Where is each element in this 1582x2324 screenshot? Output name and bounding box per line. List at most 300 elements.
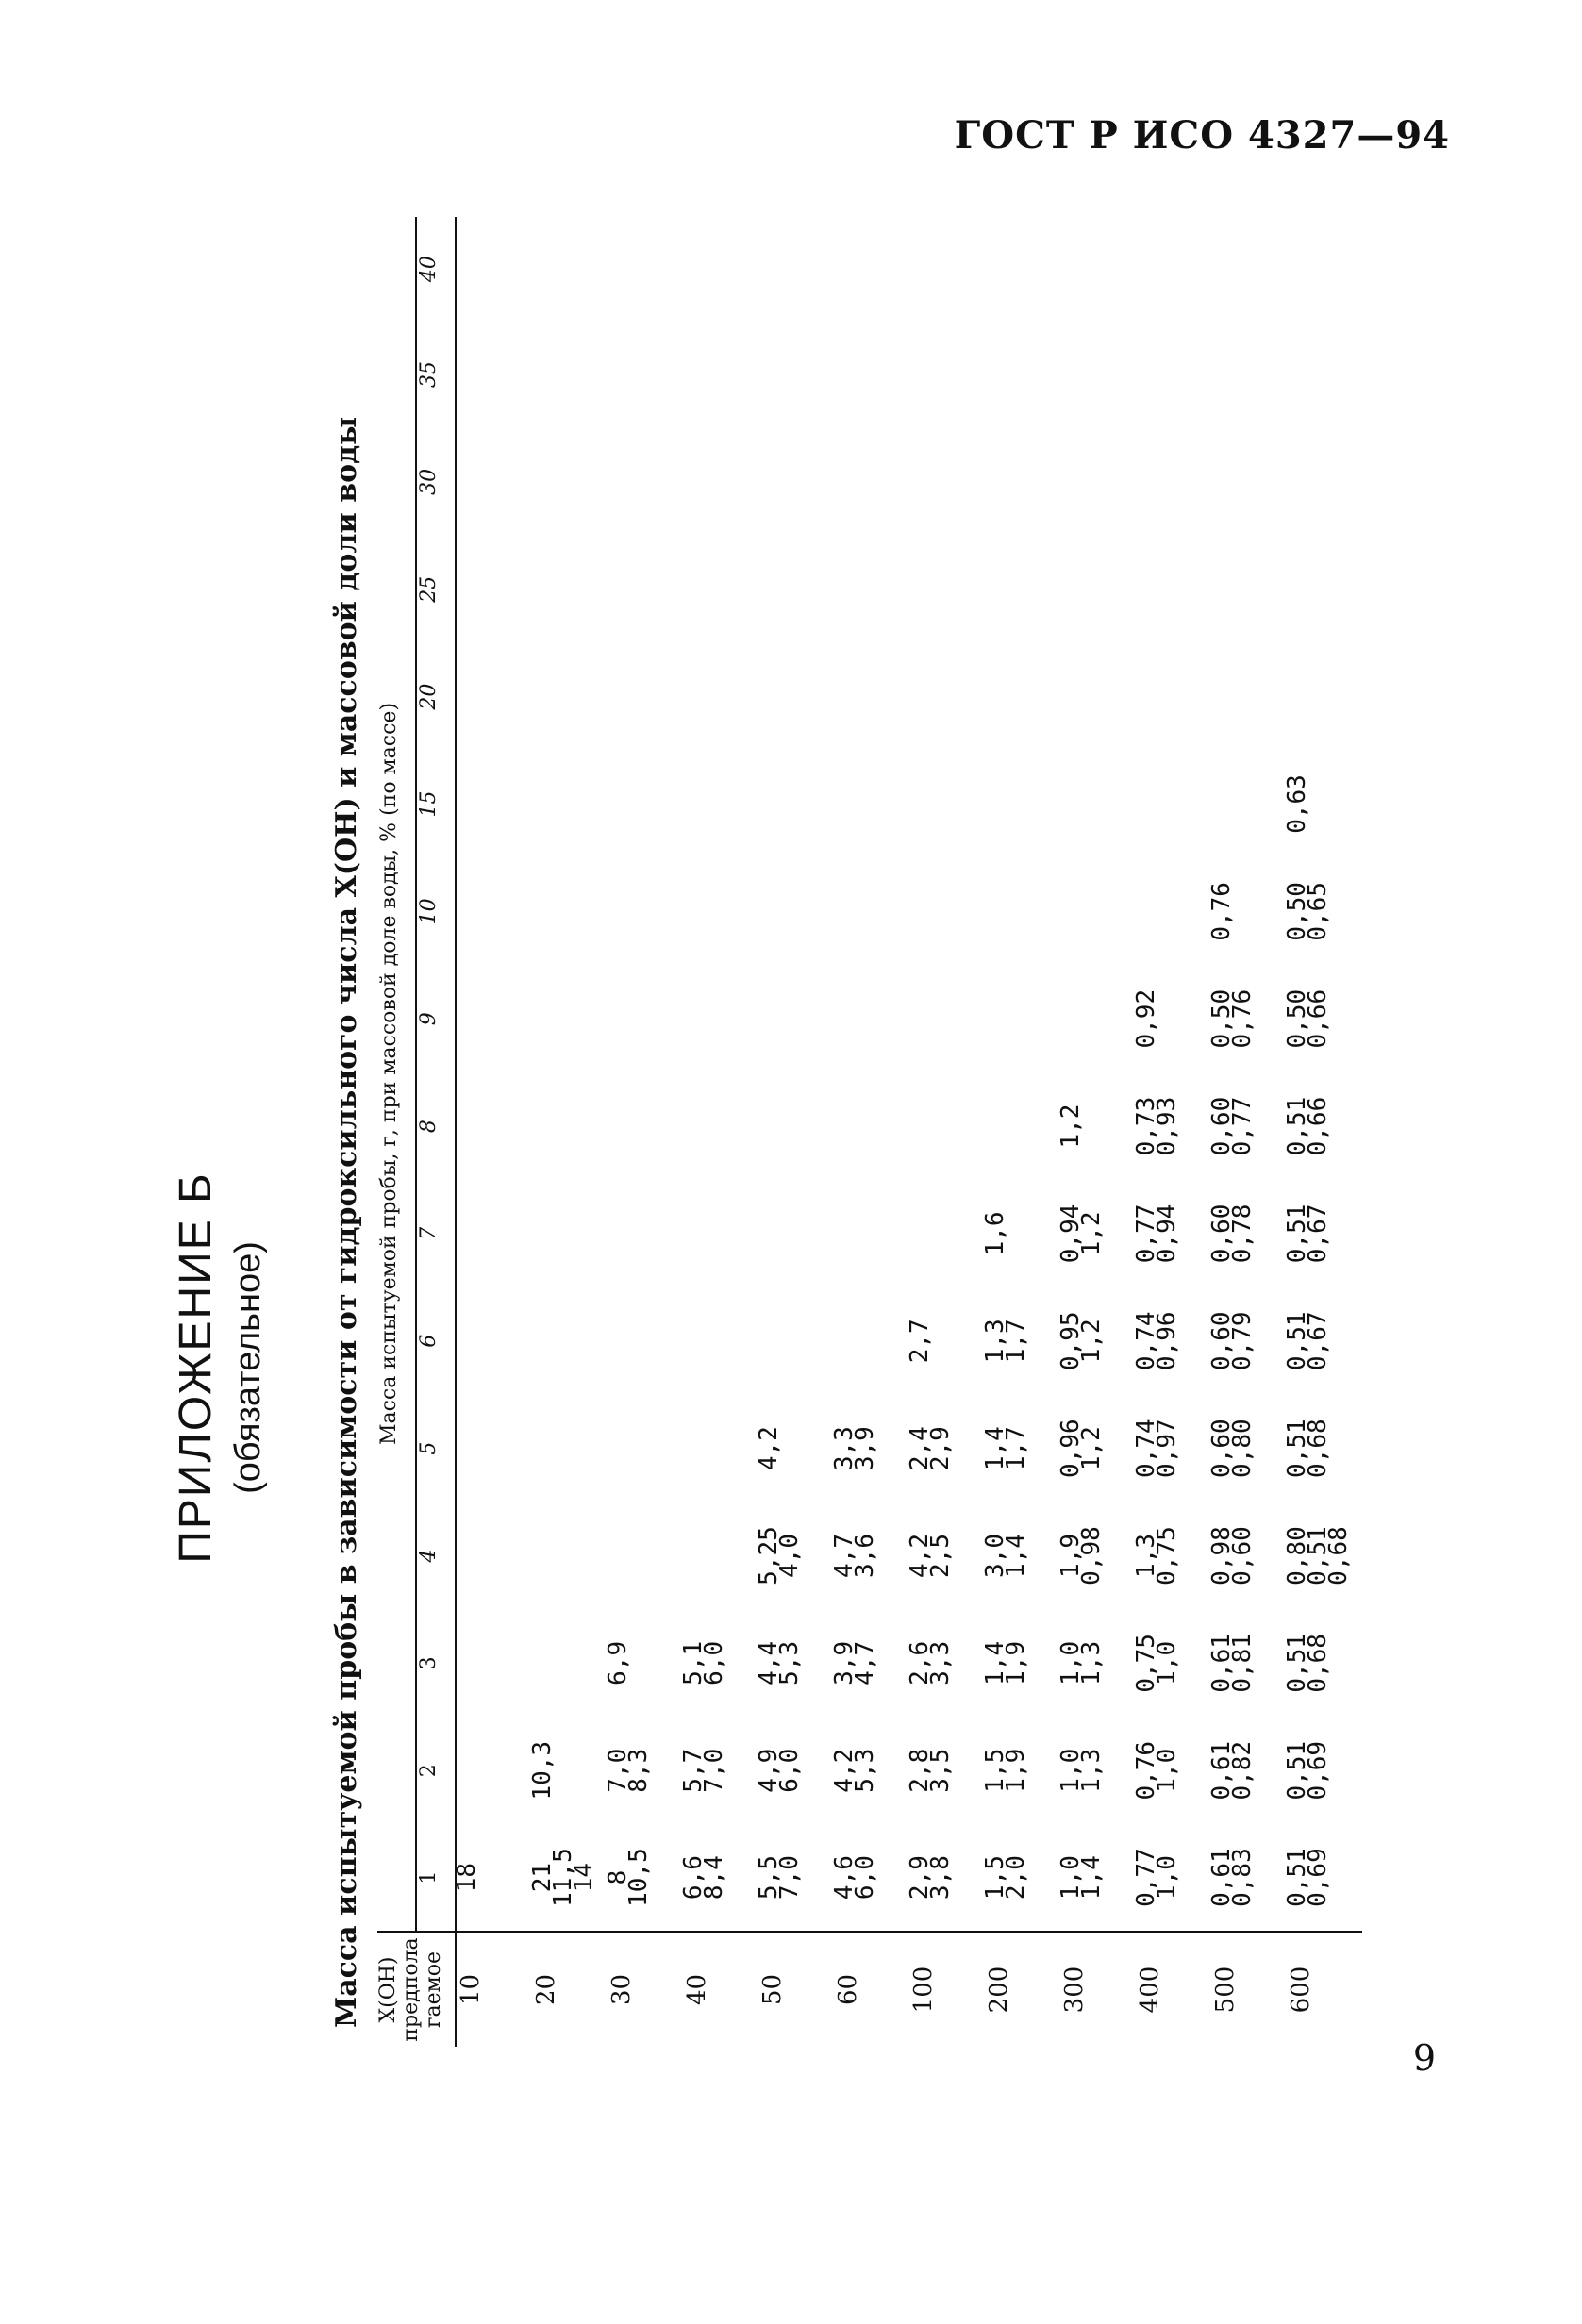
mass-cell — [608, 751, 683, 858]
mass-cell — [758, 321, 834, 428]
mass-cell — [456, 1287, 532, 1395]
mass-cell — [608, 217, 683, 321]
standard-designation: ГОСТ Р ИСО 4327—94 — [954, 113, 1450, 158]
mass-value: 8,4 — [700, 1855, 728, 1901]
mass-value: 0,51 — [1283, 1311, 1311, 1371]
mass-cell — [1283, 1180, 1362, 1287]
mass-cell — [1132, 1609, 1211, 1717]
mass-cell — [834, 751, 909, 858]
mass-cell — [532, 1502, 608, 1610]
mass-cell — [1283, 751, 1362, 858]
mass-value: 7,0 — [700, 1748, 728, 1793]
mass-cell — [456, 536, 532, 643]
mass-cell — [1060, 857, 1136, 965]
mass-cell — [830, 1717, 909, 1824]
mass-value: 0,60 — [1207, 1096, 1236, 1156]
mass-value: 0,68 — [1324, 1526, 1353, 1585]
table-row — [1060, 217, 1136, 2047]
mass-cell — [1207, 1395, 1287, 1502]
mass-value: 0,51 — [1283, 1419, 1311, 1478]
table-row — [1211, 217, 1287, 2047]
mass-value: 0,67 — [1304, 1311, 1332, 1371]
mass-value: 1,9 — [1002, 1748, 1030, 1793]
mass-cell — [1287, 428, 1362, 536]
water-fraction-col-header: 40 — [416, 217, 456, 321]
mass-value: 1,2 — [1077, 1211, 1106, 1256]
mass-cell — [1132, 1502, 1211, 1610]
mass-value: 0,68 — [1304, 1634, 1332, 1693]
mass-cell — [532, 321, 608, 428]
mass-cell — [683, 1287, 758, 1395]
table-row — [683, 217, 758, 2047]
water-fraction-col-header: 9 — [416, 965, 456, 1072]
mass-cell — [1207, 1717, 1287, 1824]
mass-cell — [985, 217, 1060, 321]
mass-cell — [1132, 1180, 1211, 1287]
table-row — [456, 217, 532, 2047]
mass-cell — [1060, 643, 1136, 751]
mass-value: 0,77 — [1132, 1204, 1160, 1264]
mass-value: 0,50 — [1283, 988, 1311, 1049]
mass-cell — [830, 1502, 909, 1610]
mass-value: 0,75 — [1153, 1526, 1181, 1585]
mass-cell — [608, 1072, 683, 1180]
table-row — [985, 217, 1060, 2047]
mass-cell — [830, 1824, 909, 1932]
mass-cell — [1132, 1395, 1211, 1502]
mass-cell — [1132, 965, 1211, 1072]
mass-cell — [532, 1395, 608, 1502]
mass-value: 0,60 — [1207, 1419, 1236, 1478]
mass-value: 0,60 — [1207, 1204, 1236, 1264]
mass-cell — [985, 751, 1060, 858]
mass-value: 0,79 — [1228, 1311, 1257, 1371]
mass-cell — [683, 1180, 758, 1287]
table-row — [532, 217, 608, 2047]
mass-cell — [608, 1287, 683, 1395]
mass-value: 2,5 — [926, 1534, 955, 1578]
mass-value: 0,98 — [1207, 1526, 1236, 1585]
mass-value: 0,93 — [1153, 1096, 1181, 1156]
mass-value: 0,78 — [1228, 1204, 1257, 1264]
mass-value: 4,7 — [851, 1640, 879, 1685]
mass-cell — [758, 217, 834, 321]
mass-cell — [532, 751, 608, 858]
mass-cell — [755, 1717, 834, 1824]
mass-cell — [834, 428, 909, 536]
mass-cell — [834, 321, 909, 428]
mass-cell — [755, 1609, 834, 1717]
mass-value: 3,3 — [830, 1426, 858, 1471]
mass-value: 0,83 — [1228, 1848, 1257, 1907]
mass-cell — [834, 643, 909, 751]
mass-cell — [755, 1824, 834, 1932]
mass-value: 0,77 — [1228, 1096, 1257, 1156]
mass-cell — [758, 536, 834, 643]
water-fraction-group-header: Масса испытуемой пробы, г, при массовой доле воды, % (по массе) — [377, 217, 416, 1932]
mass-value: 6,0 — [700, 1640, 728, 1685]
mass-value: 0,74 — [1132, 1419, 1160, 1478]
mass-value: 5,3 — [851, 1748, 879, 1793]
mass-cell — [981, 1395, 1060, 1502]
mass-cell — [528, 1824, 608, 1932]
xoh-value: 600 — [1287, 1932, 1362, 2047]
mass-cell — [909, 428, 985, 536]
mass-cell — [985, 965, 1060, 1072]
mass-cell — [1132, 1717, 1211, 1824]
mass-value: 1,4 — [981, 1640, 1009, 1685]
mass-cell — [906, 1824, 985, 1932]
xoh-value: 50 — [758, 1932, 834, 2047]
mass-cell — [1060, 965, 1136, 1072]
mass-cell — [834, 857, 909, 965]
mass-cell — [1287, 643, 1362, 751]
mass-value: 0,51 — [1304, 1526, 1332, 1585]
water-fraction-col-header: 10 — [416, 857, 456, 965]
mass-cell — [456, 1395, 532, 1502]
mass-value: 0,63 — [1283, 774, 1311, 834]
mass-value: 6,6 — [679, 1855, 708, 1901]
mass-cell — [830, 1395, 909, 1502]
mass-cell — [1287, 217, 1362, 321]
mass-cell — [830, 1609, 909, 1717]
mass-value: 14 — [570, 1862, 598, 1893]
mass-cell — [985, 428, 1060, 536]
mass-value: 0,61 — [1207, 1848, 1236, 1907]
mass-cell — [1283, 1717, 1362, 1824]
mass-cell — [456, 1502, 532, 1610]
mass-cell — [834, 536, 909, 643]
mass-cell — [532, 217, 608, 321]
mass-cell — [608, 428, 683, 536]
mass-value: 1,7 — [1002, 1426, 1030, 1471]
mass-value: 1,9 — [1057, 1534, 1085, 1578]
table-row — [1136, 217, 1211, 2047]
mass-value: 1,0 — [1057, 1640, 1085, 1685]
mass-cell — [1283, 965, 1362, 1072]
mass-cell — [532, 536, 608, 643]
mass-cell — [679, 1609, 758, 1717]
mass-value: 0,73 — [1132, 1096, 1160, 1156]
water-fraction-col-header: 1 — [416, 1824, 456, 1932]
page-number: 9 — [1412, 2037, 1436, 2079]
mass-cell — [456, 643, 532, 751]
mass-cell — [679, 1824, 758, 1932]
mass-cell — [683, 1072, 758, 1180]
mass-cell — [1207, 1180, 1287, 1287]
mass-value: 21 — [528, 1862, 557, 1893]
mass-value: 1,5 — [981, 1748, 1009, 1793]
mass-cell — [1060, 751, 1136, 858]
mass-cell — [981, 1502, 1060, 1610]
mass-cell — [985, 536, 1060, 643]
mass-cell — [909, 1180, 985, 1287]
mass-value: 0,74 — [1132, 1311, 1160, 1371]
mass-cell — [909, 965, 985, 1072]
mass-cell — [985, 321, 1060, 428]
mass-value: 3,3 — [926, 1640, 955, 1685]
mass-cell — [1283, 1072, 1362, 1180]
mass-value: 1,3 — [981, 1319, 1009, 1364]
mass-value: 1,0 — [1153, 1748, 1181, 1793]
mass-cell — [1136, 857, 1211, 965]
mass-cell — [1057, 1287, 1136, 1395]
mass-cell — [1057, 1502, 1136, 1610]
table-row — [608, 217, 683, 2047]
mass-cell — [1287, 536, 1362, 643]
table-row — [758, 217, 834, 2047]
xoh-value: 20 — [532, 1932, 608, 2047]
mass-cell — [906, 1717, 985, 1824]
mass-cell — [608, 536, 683, 643]
mass-value: 3,0 — [981, 1534, 1009, 1578]
mass-cell — [834, 1072, 909, 1180]
water-fraction-col-header: 4 — [416, 1502, 456, 1610]
mass-cell — [456, 1717, 532, 1824]
mass-cell — [608, 643, 683, 751]
mass-value: 3,8 — [926, 1855, 955, 1901]
mass-cell — [456, 1609, 532, 1717]
mass-value: 3,9 — [830, 1640, 858, 1685]
mass-value: 0,51 — [1283, 1096, 1311, 1156]
mass-cell — [909, 217, 985, 321]
mass-value: 2,8 — [906, 1748, 934, 1793]
mass-cell — [758, 643, 834, 751]
mass-value: 0,96 — [1153, 1311, 1181, 1371]
mass-value: 5,5 — [755, 1855, 783, 1901]
mass-value: 0,61 — [1207, 1740, 1236, 1801]
water-fraction-col-header: 8 — [416, 1072, 456, 1180]
mass-cell — [1211, 428, 1287, 536]
mass-value: 1,3 — [1077, 1748, 1106, 1793]
mass-cell — [1136, 428, 1211, 536]
mass-value: 0,94 — [1153, 1204, 1181, 1264]
mass-cell — [683, 857, 758, 965]
mass-cell — [1283, 1609, 1362, 1717]
mass-value: 0,76 — [1132, 1740, 1160, 1801]
mass-value: 0,66 — [1304, 1096, 1332, 1156]
mass-value: 0,76 — [1207, 882, 1236, 941]
mass-cell — [1283, 1824, 1362, 1932]
mass-cell — [456, 857, 532, 965]
mass-value: 0,61 — [1207, 1634, 1236, 1693]
mass-cell — [1060, 536, 1136, 643]
mass-value: 0,68 — [1304, 1419, 1332, 1478]
mass-value: 6,0 — [775, 1748, 804, 1793]
mass-cell — [683, 751, 758, 858]
mass-cell — [532, 1287, 608, 1395]
mass-cell — [1136, 751, 1211, 858]
xoh-column-header: X(OH) предпола гаемое — [377, 1932, 456, 2047]
mass-cell — [981, 1180, 1060, 1287]
water-fraction-col-header: 30 — [416, 428, 456, 536]
mass-cell — [758, 857, 834, 965]
xoh-value: 300 — [1060, 1932, 1136, 2047]
mass-value: 6,9 — [604, 1640, 632, 1685]
mass-value: 10,5 — [624, 1848, 653, 1907]
mass-value: 5,1 — [679, 1640, 708, 1685]
mass-cell — [608, 857, 683, 965]
mass-cell — [608, 1180, 683, 1287]
mass-cell — [1132, 1072, 1211, 1180]
mass-value: 2,6 — [906, 1640, 934, 1685]
mass-cell — [453, 1824, 532, 1932]
mass-cell — [1060, 428, 1136, 536]
mass-value: 1,2 — [1057, 1104, 1085, 1149]
mass-cell — [528, 1717, 608, 1824]
xoh-value: 30 — [608, 1932, 683, 2047]
mass-value: 1,7 — [1002, 1319, 1030, 1364]
mass-cell — [608, 1395, 683, 1502]
mass-cell — [683, 1395, 758, 1502]
table-row — [834, 217, 909, 2047]
mass-cell — [758, 1287, 834, 1395]
mass-cell — [1136, 321, 1211, 428]
mass-value: 1,3 — [1077, 1640, 1106, 1685]
mass-cell — [683, 321, 758, 428]
mass-value: 0,60 — [1207, 1311, 1236, 1371]
mass-value: 0,95 — [1057, 1311, 1085, 1371]
mass-cell — [1211, 536, 1287, 643]
mass-value: 4,2 — [830, 1748, 858, 1793]
mass-cell — [604, 1824, 683, 1932]
mass-value: 1,0 — [1153, 1855, 1181, 1901]
mass-cell — [909, 751, 985, 858]
mass-cell — [758, 965, 834, 1072]
mass-cell — [758, 1180, 834, 1287]
mass-cell — [604, 1609, 683, 1717]
mass-value: 1,5 — [981, 1855, 1009, 1901]
mass-value: 4,9 — [755, 1748, 783, 1793]
mass-value: 0,65 — [1304, 882, 1332, 941]
mass-cell — [683, 643, 758, 751]
mass-cell — [1057, 1824, 1136, 1932]
mass-cell — [456, 428, 532, 536]
mass-value: 1,0 — [1057, 1748, 1085, 1793]
mass-cell — [758, 751, 834, 858]
mass-value: 0,60 — [1228, 1526, 1257, 1585]
mass-cell — [1132, 1824, 1211, 1932]
mass-value: 0,96 — [1057, 1419, 1085, 1478]
sample-mass-table — [377, 217, 1362, 2047]
mass-cell — [1207, 965, 1287, 1072]
mass-cell — [1287, 321, 1362, 428]
mass-value: 0,76 — [1228, 988, 1257, 1049]
mass-cell — [1207, 1502, 1287, 1610]
water-fraction-col-header: 15 — [416, 751, 456, 858]
mass-cell — [532, 857, 608, 965]
mass-value: 5,7 — [679, 1748, 708, 1793]
mass-value: 0,97 — [1153, 1419, 1181, 1478]
mass-cell — [1207, 1609, 1287, 1717]
mass-value: 1,0 — [1153, 1640, 1181, 1685]
mass-cell — [1211, 217, 1287, 321]
mass-cell — [1283, 857, 1362, 965]
mass-cell — [1207, 1072, 1287, 1180]
mass-cell — [909, 643, 985, 751]
mass-cell — [1057, 1395, 1136, 1502]
mass-value: 1,6 — [981, 1211, 1009, 1256]
mass-cell — [985, 643, 1060, 751]
table-caption: Масса испытуемой пробы в зависимости от гидроксильного числа Х(ОН) и массовой доли воды — [330, 416, 363, 2028]
mass-value: 4,2 — [906, 1534, 934, 1578]
mass-cell — [906, 1395, 985, 1502]
mass-value: 0,81 — [1228, 1634, 1257, 1693]
mass-value: 0,66 — [1304, 988, 1332, 1049]
mass-cell — [532, 428, 608, 536]
table-body — [453, 217, 1362, 2047]
mass-value: 2,7 — [906, 1319, 934, 1364]
mass-value: 1,2 — [1077, 1319, 1106, 1364]
mass-cell — [532, 643, 608, 751]
mass-value: 7,0 — [775, 1855, 804, 1901]
mass-value: 4,0 — [775, 1534, 804, 1578]
water-fraction-col-header: 25 — [416, 536, 456, 643]
mass-value: 0,94 — [1057, 1204, 1085, 1264]
mass-value: 0,80 — [1228, 1419, 1257, 1478]
mass-cell — [608, 965, 683, 1072]
mass-value: 0,92 — [1132, 988, 1160, 1049]
mass-value: 0,69 — [1304, 1740, 1332, 1801]
xoh-value: 200 — [985, 1932, 1060, 2047]
mass-cell — [532, 1180, 608, 1287]
mass-cell — [608, 1502, 683, 1610]
mass-cell — [456, 751, 532, 858]
appendix-title: ПРИЛОЖЕНИЕ Б — [171, 1171, 221, 1564]
mass-cell — [1136, 217, 1211, 321]
mass-cell — [1057, 1180, 1136, 1287]
mass-value: 0,51 — [1283, 1204, 1311, 1264]
mass-value: 0,75 — [1132, 1634, 1160, 1693]
mass-value: 1,9 — [1002, 1640, 1030, 1685]
mass-cell — [981, 1609, 1060, 1717]
mass-cell — [608, 321, 683, 428]
mass-value: 10,3 — [528, 1740, 557, 1801]
xoh-value: 60 — [834, 1932, 909, 2047]
mass-cell — [1283, 1395, 1362, 1502]
mass-cell — [758, 1072, 834, 1180]
mass-cell — [456, 1072, 532, 1180]
mass-cell — [1057, 1072, 1136, 1180]
mass-value: 5,3 — [775, 1640, 804, 1685]
mass-value: 0,69 — [1304, 1848, 1332, 1907]
mass-cell — [456, 321, 532, 428]
mass-cell — [604, 1717, 683, 1824]
mass-value: 5,25 — [755, 1526, 783, 1585]
mass-value: 3,5 — [926, 1748, 955, 1793]
mass-cell — [1060, 217, 1136, 321]
appendix-subtitle: (обязательное) — [228, 1241, 268, 1494]
mass-value: 2,9 — [926, 1426, 955, 1471]
water-fraction-col-header: 3 — [416, 1609, 456, 1717]
mass-cell — [985, 1072, 1060, 1180]
mass-cell — [758, 428, 834, 536]
mass-value: 1,0 — [1057, 1855, 1085, 1901]
rotated-page-body — [171, 217, 1582, 2047]
mass-cell — [755, 1502, 834, 1610]
mass-value: 8 — [604, 1869, 632, 1885]
mass-value: 0,51 — [1283, 1848, 1311, 1907]
mass-value: 11,5 — [549, 1848, 577, 1907]
mass-value: 4,2 — [755, 1426, 783, 1471]
xoh-value: 10 — [456, 1932, 532, 2047]
water-fraction-col-header: 5 — [416, 1395, 456, 1502]
mass-value: 4,4 — [755, 1640, 783, 1685]
mass-cell — [683, 536, 758, 643]
mass-value: 8,3 — [624, 1748, 653, 1793]
mass-cell — [683, 428, 758, 536]
mass-cell — [909, 857, 985, 965]
